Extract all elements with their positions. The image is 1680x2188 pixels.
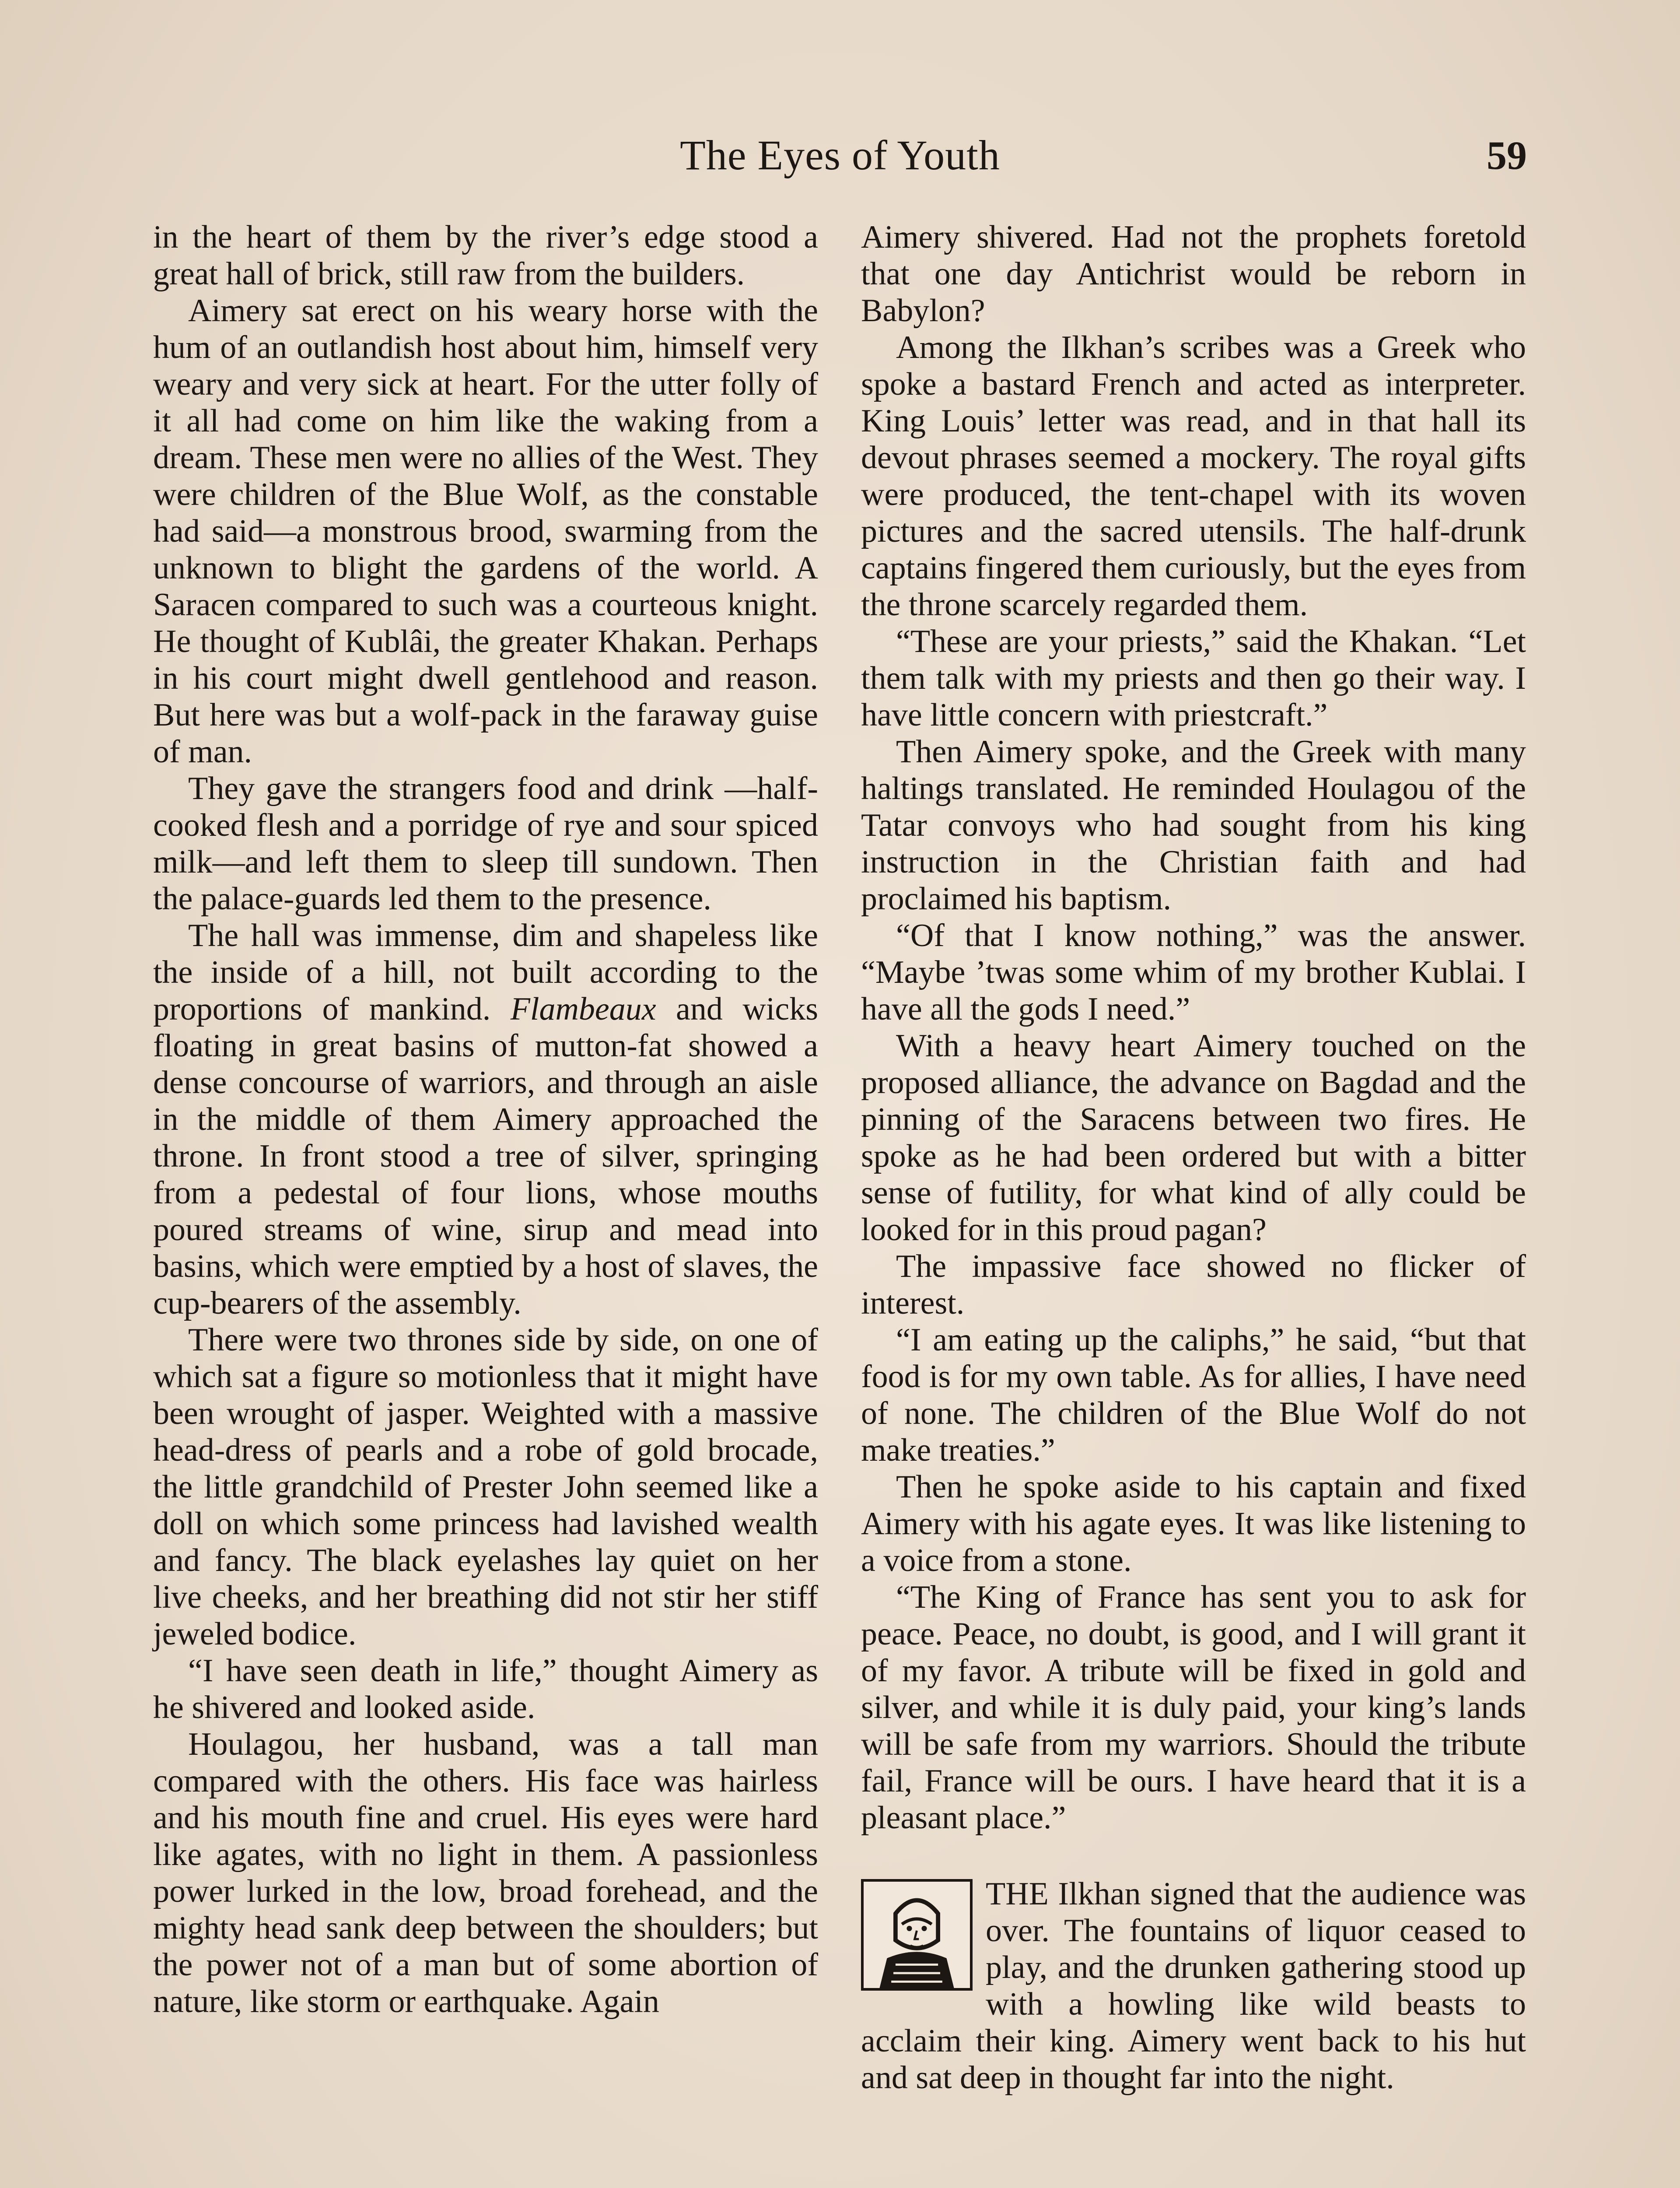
paragraph: Then he spoke aside to his captain and fixed Aimery with his agate eyes. It was like listening to a voice from a stone.: [861, 1469, 1526, 1578]
paragraph: in the heart of them by the river’s edge stood a great hall of brick, still raw from the builders.: [153, 219, 818, 292]
left-column: [153, 219, 818, 2020]
paragraph: With a heavy heart Aimery touched on the proposed alliance, the advance on Bagdad and the pinning of the Saracens between two fires. He spoke as he had been ordered but with a bitter sense of futility, for what kind of ally could be looked for in this proud pagan?: [861, 1028, 1526, 1248]
page-number: 59: [1487, 133, 1527, 178]
final-paragraph: [861, 1876, 1526, 2096]
running-head: [0, 127, 1680, 188]
paragraph-text: The hall was immense, dim and shapeless like the inside of a hill, not built according to the proportions of mankind.: [153, 918, 818, 1027]
paragraph: Among the Ilkhan’s scribes was a Greek who spoke a bastard French and acted as interpreter. King Louis’ letter was read, and in that hall its devout phrases seemed a mockery. The royal gifts were produced, the tent-chapel with its woven pictures and the sacred utensils. The half-drunk captains fingered them curiously, but the eyes from the throne scarcely regarded them.: [861, 330, 1526, 623]
paragraph: They gave the strangers food and drink —half-cooked flesh and a porridge of rye and sour spiced milk—and left them to sleep till sundown. Then the palace-guards led them to the presence.: [153, 771, 818, 917]
paragraph: “These are your priests,” said the Khakan. “Let them talk with my priests and then go their way. I have little concern with priestcraft.”: [861, 624, 1526, 733]
italic-word: Flambeaux: [510, 991, 656, 1027]
paragraph: “I am eating up the caliphs,” he said, “but that food is for my own table. As for allies, I have need of none. The children of the Blue Wolf do not make treaties.”: [861, 1322, 1526, 1468]
paragraph: Aimery sat erect on his weary horse with the hum of an outlandish host about him, himself very weary and very sick at heart. For the utter folly of it all had come on him like the waking from a dream. These men were no allies of the West. They were children of the Blue Wolf, as the constable had said—a monstrous brood, swarming from the unknown to blight the gardens of the world. A Saracen compared to such was a courteous knight. He thought of Kublâi, the greater Khakan. Perhaps in his court might dwell gentlehood and reason. But here was but a wolf-pack in the faraway guise of man.: [153, 293, 818, 770]
paragraph: [153, 917, 818, 1322]
right-column: [861, 219, 1526, 2096]
paragraph: Houlagou, her husband, was a tall man compared with the others. His face was hairless and his mouth fine and cruel. His eyes were hard like agates, with no light in them. A passionless power lurked in the low, broad forehead, and the mighty head sank deep between the shoulders; but the power not of a man but of some abortion of nature, like storm or earthquake. Again: [153, 1726, 818, 2020]
knight-portrait-icon: [861, 1879, 973, 1991]
paragraph: The impassive face showed no flicker of interest.: [861, 1248, 1526, 1321]
paragraph: Aimery shivered. Had not the prophets foretold that one day Antichrist would be reborn in Babylon?: [861, 219, 1526, 329]
paragraph: “Of that I know nothing,” was the answer. “Maybe ’twas some whim of my brother Kublai. I have all the gods I need.”: [861, 918, 1526, 1027]
paragraph: Then Aimery spoke, and the Greek with many haltings translated. He reminded Houlagou of the Tatar convoys who had sought from his king instruction in the Christian faith and had proclaimed his baptism.: [861, 734, 1526, 917]
paragraph-text: and wicks floating in great basins of mutton-fat showed a dense concourse of warriors, and through an aisle in the middle of them Aimery approached the throne. In front stood a tree of silver, springing from a pedestal of four lions, whose mouths poured streams of wine, sirup and mead into basins, which were emptied by a host of slaves, the cup-bearers of the assembly.: [153, 991, 818, 1321]
paragraph: “The King of France has sent you to ask for peace. Peace, no doubt, is good, and I will grant it of my favor. A tribute will be fixed in gold and silver, and while it is duly paid, your king’s lands will be safe from my warriors. Should the tribute fail, France will be ours. I have heard that it is a pleasant place.”: [861, 1579, 1526, 1836]
running-title: The Eyes of Youth: [680, 132, 1000, 179]
paragraph: “I have seen death in life,” thought Aimery as he shivered and looked aside.: [153, 1653, 818, 1725]
paragraph: There were two thrones side by side, on one of which sat a figure so motionless that it might have been wrought of jasper. Weighted with a massive head-dress of pearls and a robe of gold brocade, the little grandchild of Prester John seemed like a doll on which some princess had lavished wealth and fancy. The black eyelashes lay quiet on her live cheeks, and her breathing did not stir her stiff jeweled bodice.: [153, 1322, 818, 1652]
final-paragraph-text: THE Ilkhan signed that the audience was over. The fountains of liquor ceased to play, and the drunken gathering stood up with a howling like wild beasts to acclaim their king. Aimery went back to his hut and sat deep in thought far into the night.: [861, 1876, 1526, 2096]
